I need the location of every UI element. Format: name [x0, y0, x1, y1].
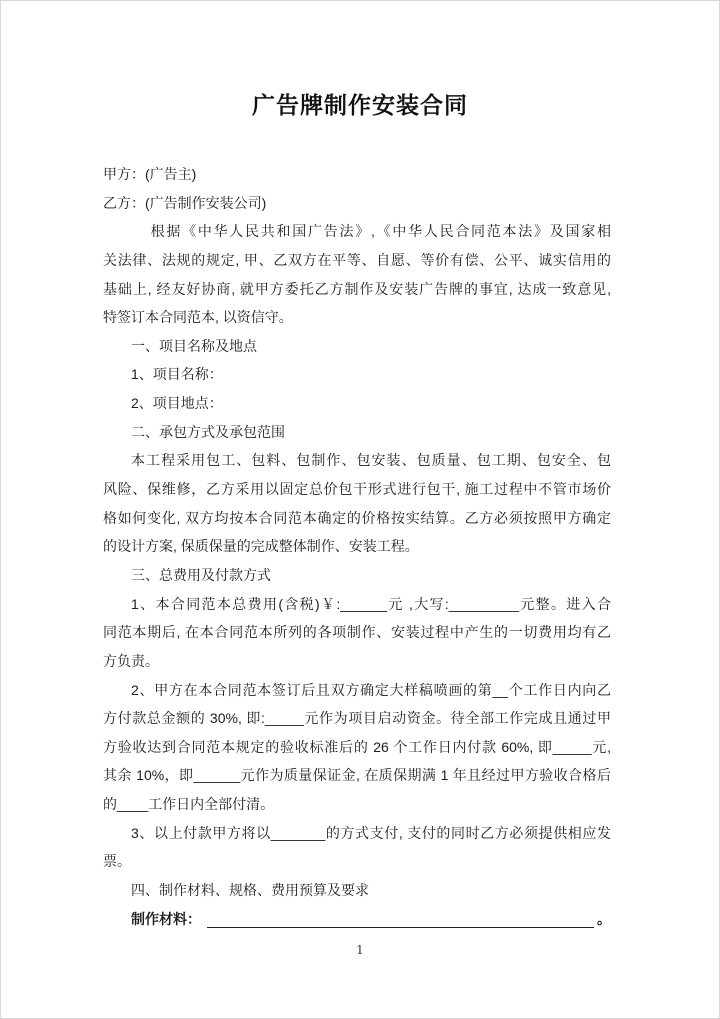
text-line: 本工程采用包工、包料、包制作、包安装、包质量、包工期、包安全、包 [131, 452, 611, 469]
text-line: 方验收达到合同范本规定的验收标准后的 26 个工作日内付款 60%, 即_____元, [103, 738, 611, 755]
text-line: 三、总费用及付款方式 [131, 566, 271, 583]
text-line: 乙方：(广告制作安装公司) [103, 194, 267, 211]
text-line: 特签订本合同范本, 以资信守。 [103, 309, 293, 326]
field-label: 制作材料： [131, 910, 201, 927]
text-line: 格如何变化, 双方均按本合同范本确定的价格按实结算。乙方必须按照甲方确定 [103, 509, 611, 526]
document-body [103, 160, 611, 933]
page-number: 1 [356, 943, 364, 957]
text-line: 1、本合同范本总费用(含税)￥:______元 ,大写:_________元整。进入合 [131, 595, 611, 612]
text-line: 一、项目名称及地点 [131, 337, 257, 354]
text-line: 的设计方案, 保质保量的完成整体制作、安装工程。 [103, 538, 419, 555]
text-line: 票。 [103, 853, 131, 870]
text-line [103, 905, 611, 934]
text-line: 3、以上付款甲方将以_______的方式支付, 支付的同时乙方必须提供相应发 [131, 824, 611, 841]
text-line: 四、制作材料、规格、费用预算及要求 [131, 882, 369, 899]
text-line: 关法律、法规的规定, 甲、乙双方在平等、自愿、等价有偿、公平、诚实信用的 [103, 251, 611, 268]
text-line: 方付款总金额的 30%, 即:_____元作为项目启动资金。待全部工作完成且通过甲 [103, 710, 611, 727]
field-suffix: 。 [597, 910, 611, 927]
text-line: 二、承包方式及承包范围 [131, 423, 285, 440]
text-line: 风险、保维修，乙方采用以固定总价包干形式进行包干, 施工过程中不管市场价 [103, 481, 611, 498]
document-title: 广告牌制作安装合同 [252, 92, 468, 119]
text-line: 1、项目名称： [131, 366, 223, 383]
text-line: 2、甲方在本合同范本签订后且双方确定大样稿喷画的第__个工作日内向乙 [131, 681, 611, 698]
text-line: 基础上, 经友好协商, 就甲方委托乙方制作及安装广告牌的事宜, 达成一致意见, [103, 280, 611, 297]
text-line: 根据《中华人民共和国广告法》,《中华人民合同范本法》及国家相 [150, 223, 611, 240]
text-line: 其余 10%，即______元作为质量保证金, 在质保期满 1 年且经过甲方验收合格后 [103, 767, 611, 784]
text-line: 方负责。 [103, 652, 159, 669]
text-line: 甲方：(广告主) [103, 166, 197, 182]
blank-underline [207, 907, 594, 928]
text-line: 2、项目地点： [131, 395, 223, 412]
text-line: 的____工作日内全部付清。 [103, 796, 275, 813]
text-line: 同范本期后, 在本合同范本所列的各项制作、安装过程中产生的一切费用均有乙 [103, 624, 611, 641]
